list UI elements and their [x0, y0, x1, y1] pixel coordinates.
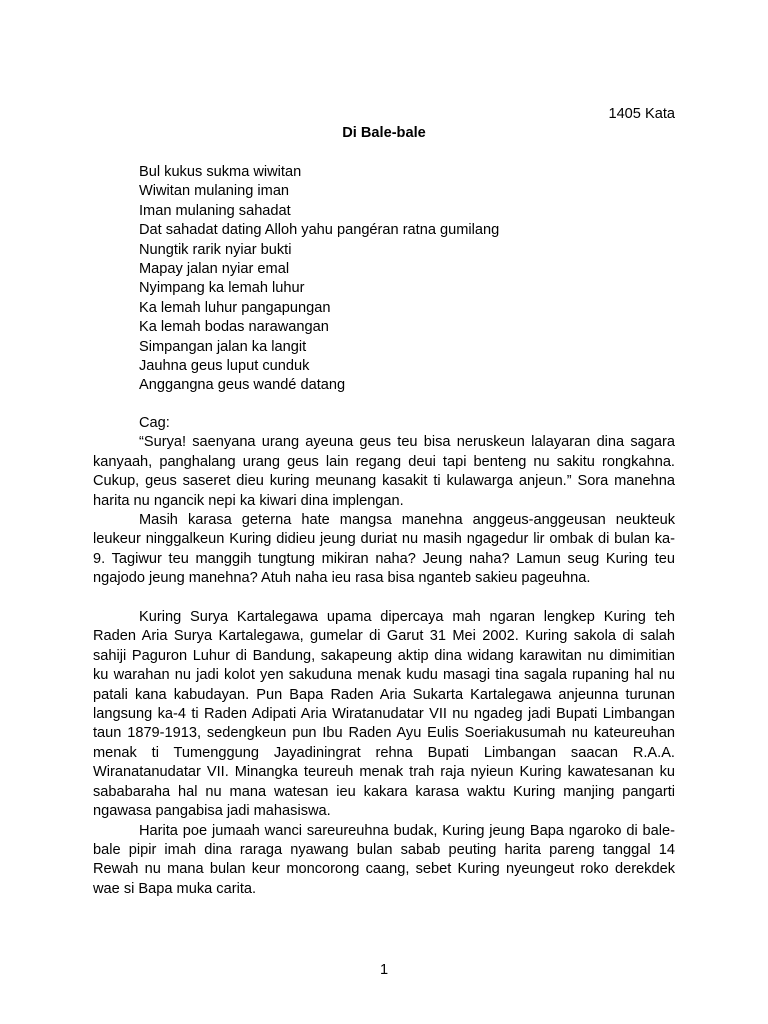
poem-line: Ka lemah bodas narawangan — [139, 319, 329, 336]
document-page — [93, 0, 675, 1024]
document-title: Di Bale-bale — [342, 125, 426, 141]
poem-line: Anggangna geus wandé datang — [139, 377, 346, 394]
paragraph: Masih karasa geterna hate mangsa manehna anggeus-anggeusan neukteuk leukeur ninggalkeun Kuring didieu jeung duriat nu masih ngagedur lir ombak di bulan ka-9. Tagiwur teu manggih tungtung mikiran naha? Jeung naha? Lamun seug Kuring teu ngajodo jeung manehna? Atuh naha ieu rasa bisa nganteb sakieu pageuhna. — [93, 512, 675, 587]
page-number: 1 — [379, 962, 389, 978]
poem-line: Dat sahadat dating Alloh yahu pangéran ratna gumilang — [139, 222, 500, 239]
poem-line: Simpangan jalan ka langit — [139, 338, 307, 355]
word-count: 1405 Kata — [608, 106, 675, 122]
poem-line: Mapay jalan nyiar emal — [139, 261, 290, 278]
paragraph-gap — [93, 589, 675, 608]
poem-line: Wiwitan mulaning iman — [139, 183, 290, 200]
poem-stanza — [139, 163, 499, 396]
poem-line: Nungtik rarik nyiar bukti — [139, 241, 292, 258]
document-body — [93, 414, 675, 899]
paragraph: Kuring Surya Kartalegawa upama dipercaya mah ngaran lengkep Kuring teh Raden Aria Surya Kartalegawa, gumelar di Garut 31 Mei 2002. Kuring sakola di salah sahiji Paguron Luhur di Bandung, sakapeung aktip dina widang karawitan nu dimimitian ku warahan nu jadi kolot yen sakuduna menak kudu masagi tina sagala rupaning hal nu patali kana kabudayan. Pun Bapa Raden Aria Sukarta Kartalegawa anjeunna turunan langsung ka-4 ti Raden Adipati Aria Wiratanudatar VII nu ngadeg jadi Bupati Limbangan taun 1879-1913, sedengkeun pun Ibu Raden Ayu Eulis Soeriakusumah nu kateureuhan menak ti Tumenggung Jayadiningrat rehna Bupati Limbangan saacan R.A.A. Wiranatanudatar VII. Minangka teureuh menak trah raja nyieun Kuring kawatesanan ku sababaraha hal nu mana watesan ieu kakara karasa waktu Kuring manjing pangarti ngawasa pangabisa jadi mahasiswa. — [93, 609, 675, 820]
poem-line: Iman mulaning sahadat — [139, 202, 291, 219]
poem-line: Jauhna geus luput cunduk — [139, 358, 310, 375]
cag-label: Cag: — [139, 415, 170, 431]
poem-line: Nyimpang ka lemah luhur — [139, 280, 305, 297]
poem-line: Bul kukus sukma wiwitan — [139, 164, 302, 180]
paragraph: Harita poe jumaah wanci sareureuhna budak, Kuring jeung Bapa ngaroko di bale-bale pipir imah dina raraga nyawang bulan sabab peuting harita pareng tanggal 14 Rewah nu mana bulan keur moncorong caang, sebet Kuring nyeungeut roko derekdek wae si Bapa muka carita. — [93, 822, 675, 897]
paragraph: “Surya! saenyana urang ayeuna geus teu bisa neruskeun lalayaran dina sagara kanyaah, panghalang urang geus lain regang deui tapi benteng nu sakitu rongkahna. Cukup, geus saseret dieu kuring meunang kasakit ti kulawarga anjeun.” Sora manehna harita nu ngancik nepi ka kiwari dina implengan. — [93, 434, 675, 509]
poem-line: Ka lemah luhur pangapungan — [139, 299, 331, 316]
